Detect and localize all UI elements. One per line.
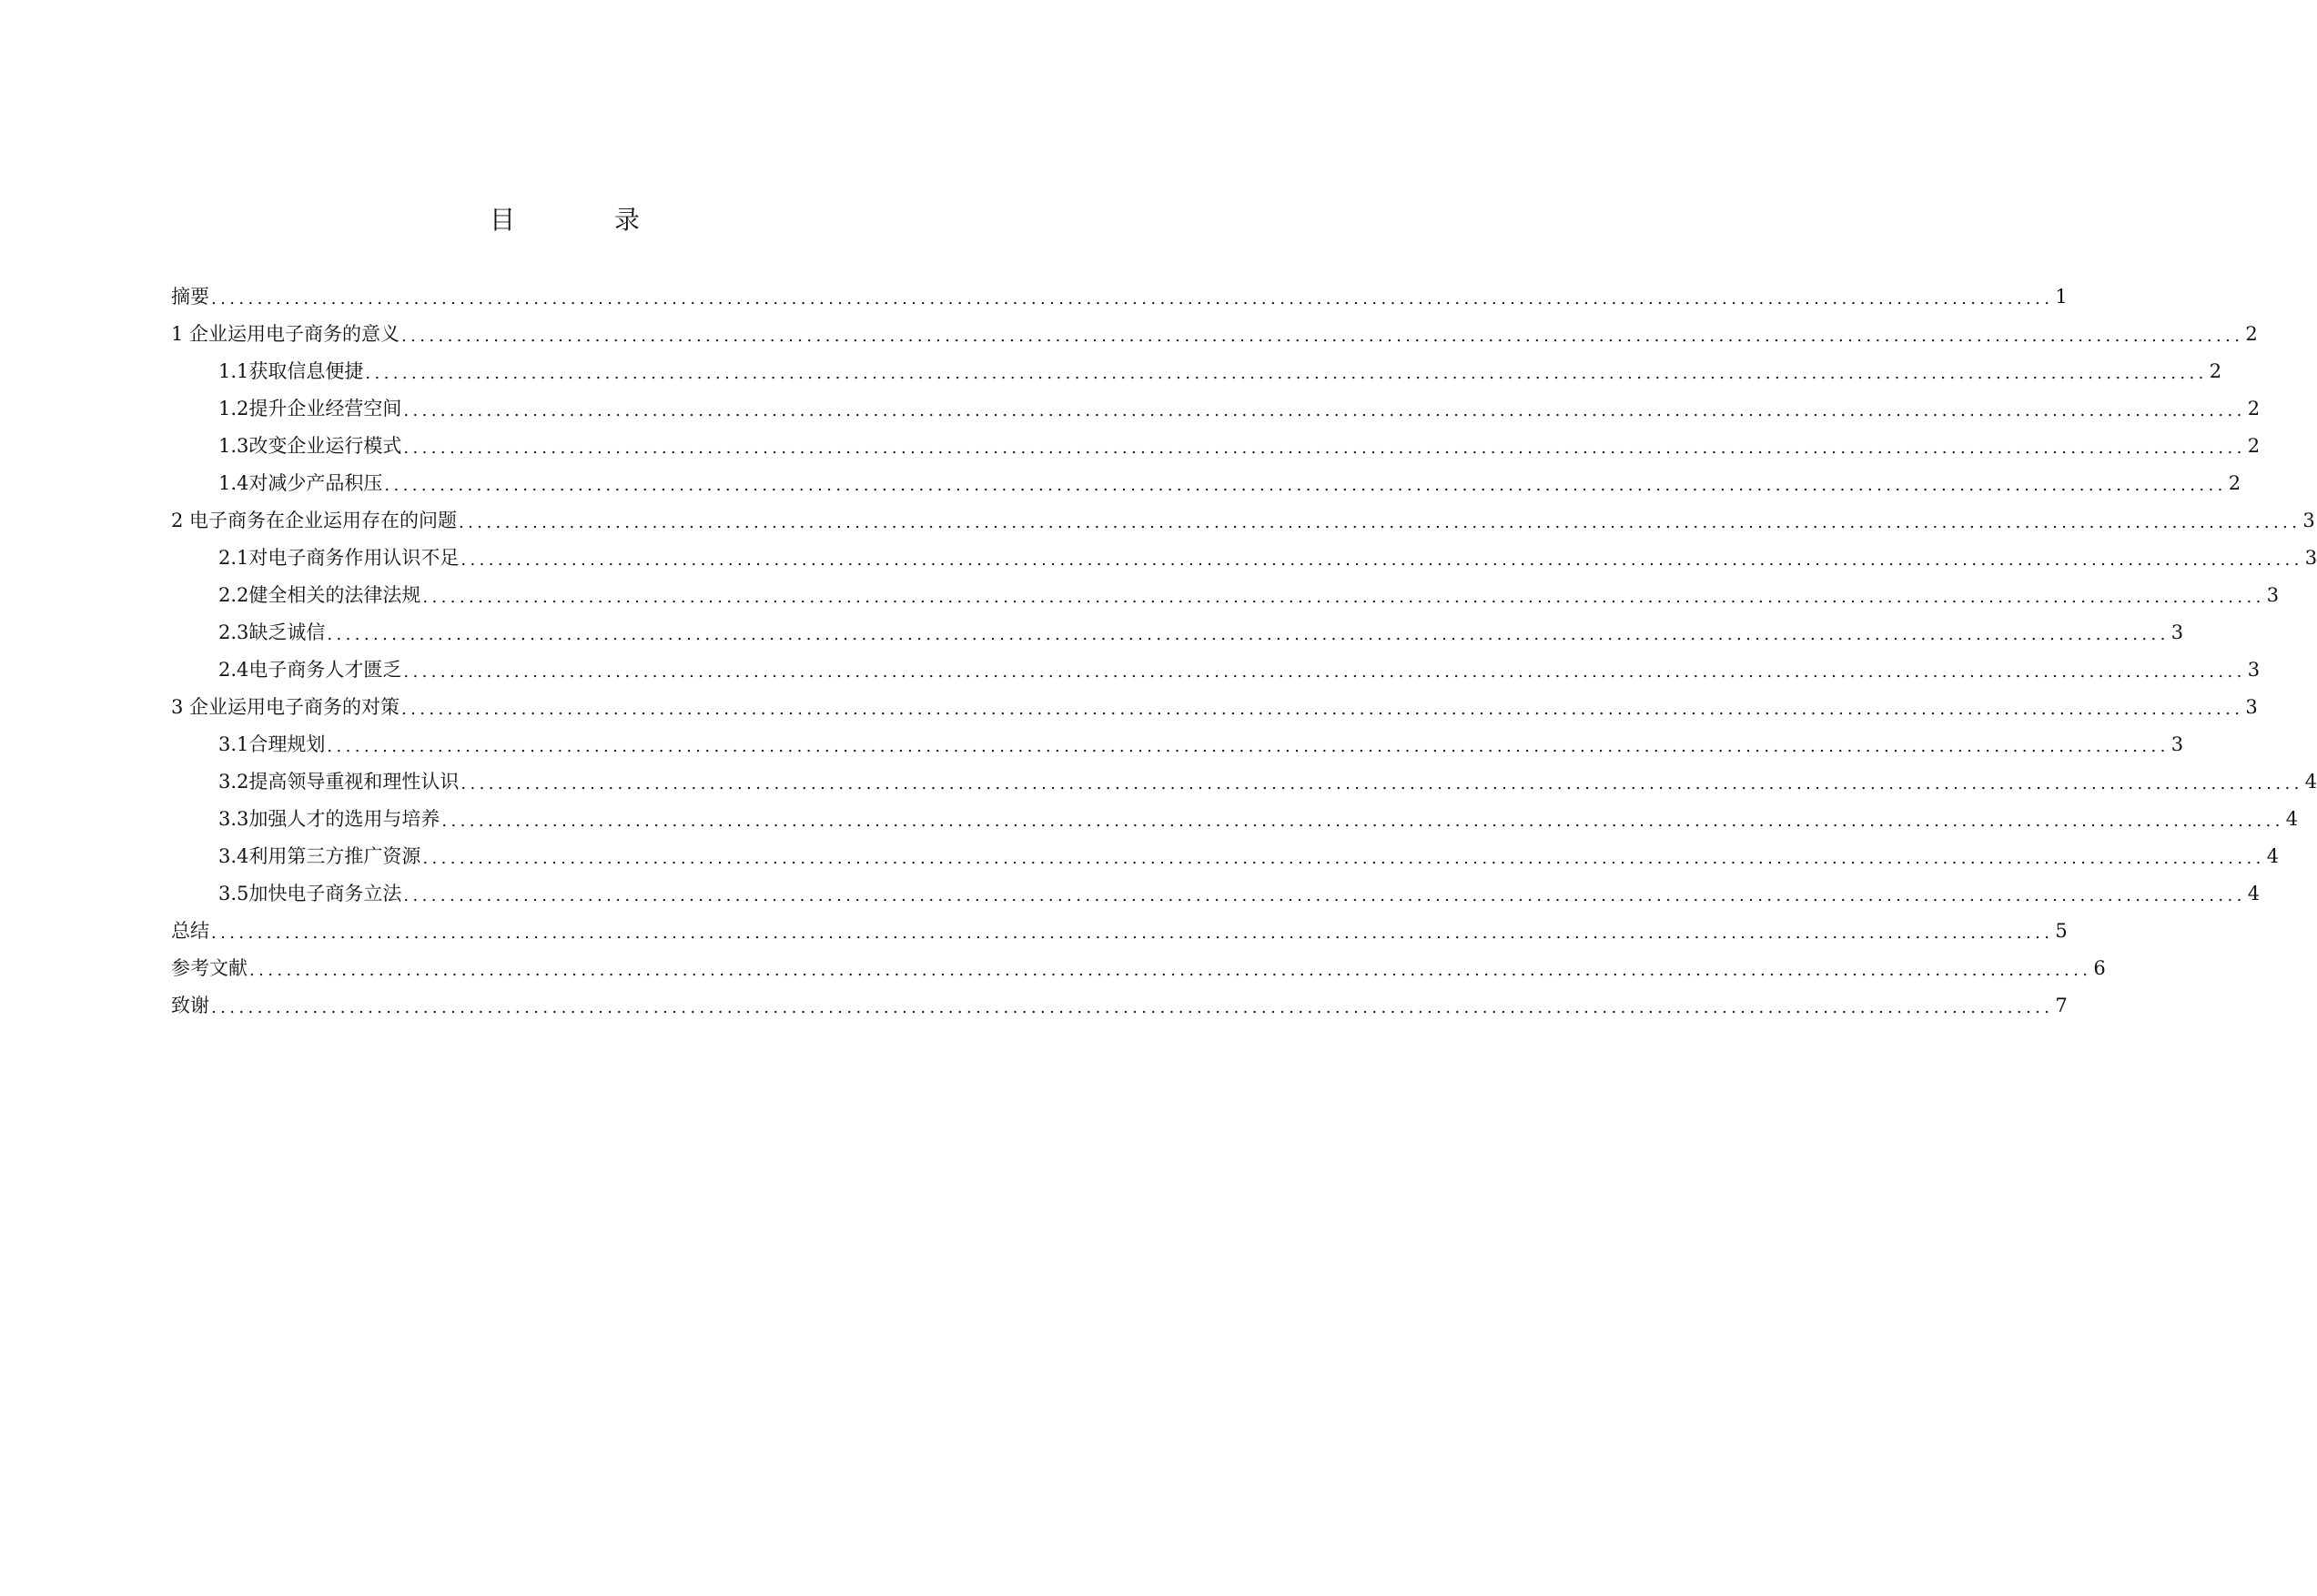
toc-dot-leader: ........................................................................................................................................................................................................ bbox=[441, 812, 2284, 831]
toc-entry-label: 3.2提高领导重视和理性认识 bbox=[218, 771, 460, 793]
toc-dot-leader: ........................................................................................................................................................................................................ bbox=[403, 401, 2246, 420]
toc-dot-leader: ........................................................................................................................................................................................................ bbox=[211, 289, 2054, 308]
toc-entry-page-number: 2 bbox=[2247, 435, 2261, 457]
toc-dot-leader: ........................................................................................................................................................................................................ bbox=[460, 551, 2303, 570]
toc-entry[interactable] bbox=[171, 913, 2068, 950]
toc-title: 目 录 bbox=[490, 205, 685, 235]
toc-entry-label: 参考文献 bbox=[171, 957, 248, 979]
toc-entry[interactable] bbox=[171, 875, 2261, 913]
toc-entry-label: 1.1获取信息便捷 bbox=[218, 360, 364, 382]
toc-entry[interactable] bbox=[171, 652, 2261, 689]
toc-dot-leader: ........................................................................................................................................................................................................ bbox=[327, 737, 2170, 756]
toc-entry-label: 3.4利用第三方推广资源 bbox=[218, 845, 421, 867]
toc-dot-leader: ........................................................................................................................................................................................................ bbox=[459, 513, 2302, 532]
toc-dot-leader: ........................................................................................................................................................................................................ bbox=[403, 886, 2246, 905]
toc-dot-leader: ........................................................................................................................................................................................................ bbox=[422, 849, 2265, 868]
toc-entry-page-number: 4 bbox=[2304, 771, 2317, 793]
toc-entry[interactable] bbox=[171, 987, 2068, 1025]
toc-entry-page-number: 3 bbox=[2247, 659, 2261, 681]
toc-entry-page-number: 4 bbox=[2247, 883, 2261, 904]
toc-entry[interactable] bbox=[171, 316, 2258, 353]
toc-dot-leader: ........................................................................................................................................................................................................ bbox=[327, 625, 2170, 644]
toc-entry-page-number: 1 bbox=[2055, 286, 2068, 308]
toc-entry-page-number: 6 bbox=[2093, 957, 2106, 979]
toc-entry-label: 3.1合理规划 bbox=[218, 733, 326, 755]
toc-entry-label: 1.2提升企业经营空间 bbox=[218, 398, 402, 419]
toc-entry-page-number: 3 bbox=[2170, 621, 2184, 643]
toc-entry-label: 1 企业运用电子商务的意义 bbox=[171, 323, 400, 345]
toc-entry-page-number: 3 bbox=[2245, 696, 2258, 718]
toc-entry[interactable] bbox=[171, 838, 2280, 875]
toc-entry-label: 3 企业运用电子商务的对策 bbox=[171, 696, 400, 718]
toc-entry-page-number: 3 bbox=[2304, 547, 2317, 569]
toc-entry-page-number: 2 bbox=[2228, 472, 2241, 494]
toc-entry-page-number: 2 bbox=[2247, 398, 2261, 419]
toc-entry-label: 3.5加快电子商务立法 bbox=[218, 883, 402, 904]
toc-entry[interactable] bbox=[171, 540, 2317, 577]
toc-entry[interactable] bbox=[171, 763, 2317, 801]
toc-dot-leader: ........................................................................................................................................................................................................ bbox=[403, 662, 2246, 682]
toc-entry[interactable] bbox=[171, 465, 2241, 502]
toc-entry-label: 2.4电子商务人才匮乏 bbox=[218, 659, 402, 681]
toc-entry-label: 1.3改变企业运行模式 bbox=[218, 435, 402, 457]
toc-entry[interactable] bbox=[171, 278, 2068, 316]
toc-entry-label: 2.1对电子商务作用认识不足 bbox=[218, 547, 460, 569]
toc-entry-page-number: 3 bbox=[2266, 584, 2280, 606]
toc-entry[interactable] bbox=[171, 726, 2184, 763]
toc-dot-leader: ........................................................................................................................................................................................................ bbox=[403, 439, 2246, 458]
toc-entry-page-number: 2 bbox=[2245, 323, 2258, 345]
toc-entry-page-number: 4 bbox=[2285, 808, 2299, 830]
toc-dot-leader: ........................................................................................................................................................................................................ bbox=[422, 588, 2265, 607]
toc-entry-label: 摘要 bbox=[171, 286, 209, 308]
toc-entry-label: 1.4对减少产品积压 bbox=[218, 472, 383, 494]
toc-entry-label: 2.3缺乏诚信 bbox=[218, 621, 326, 643]
toc-list bbox=[171, 278, 2317, 1025]
toc-dot-leader: ........................................................................................................................................................................................................ bbox=[460, 774, 2303, 793]
toc-entry-label: 3.3加强人才的选用与培养 bbox=[218, 808, 440, 830]
toc-entry-page-number: 3 bbox=[2170, 733, 2184, 755]
toc-entry[interactable] bbox=[171, 950, 2106, 987]
toc-entry-label: 总结 bbox=[171, 920, 209, 942]
toc-entry-page-number: 4 bbox=[2266, 845, 2280, 867]
toc-entry[interactable] bbox=[171, 502, 2315, 540]
toc-dot-leader: ........................................................................................................................................................................................................ bbox=[249, 961, 2092, 980]
toc-dot-leader: ........................................................................................................................................................................................................ bbox=[401, 700, 2244, 719]
toc-entry[interactable] bbox=[171, 801, 2299, 838]
toc-entry[interactable] bbox=[171, 353, 2222, 390]
toc-entry-label: 2.2健全相关的法律法规 bbox=[218, 584, 421, 606]
toc-entry-page-number: 3 bbox=[2302, 510, 2315, 531]
toc-dot-leader: ........................................................................................................................................................................................................ bbox=[401, 327, 2244, 346]
toc-entry[interactable] bbox=[171, 390, 2261, 428]
toc-entry-page-number: 2 bbox=[2209, 360, 2222, 382]
toc-entry-label: 致谢 bbox=[171, 995, 209, 1016]
toc-entry[interactable] bbox=[171, 428, 2261, 465]
toc-dot-leader: ........................................................................................................................................................................................................ bbox=[384, 476, 2227, 495]
toc-dot-leader: ........................................................................................................................................................................................................ bbox=[365, 364, 2208, 383]
toc-entry[interactable] bbox=[171, 577, 2280, 614]
toc-entry[interactable] bbox=[171, 689, 2258, 726]
toc-entry-page-number: 5 bbox=[2055, 920, 2068, 942]
toc-entry-label: 2 电子商务在企业运用存在的问题 bbox=[171, 510, 458, 531]
toc-entry[interactable] bbox=[171, 614, 2184, 652]
toc-dot-leader: ........................................................................................................................................................................................................ bbox=[211, 924, 2054, 943]
toc-dot-leader: ........................................................................................................................................................................................................ bbox=[211, 998, 2054, 1017]
toc-entry-page-number: 7 bbox=[2055, 995, 2068, 1016]
